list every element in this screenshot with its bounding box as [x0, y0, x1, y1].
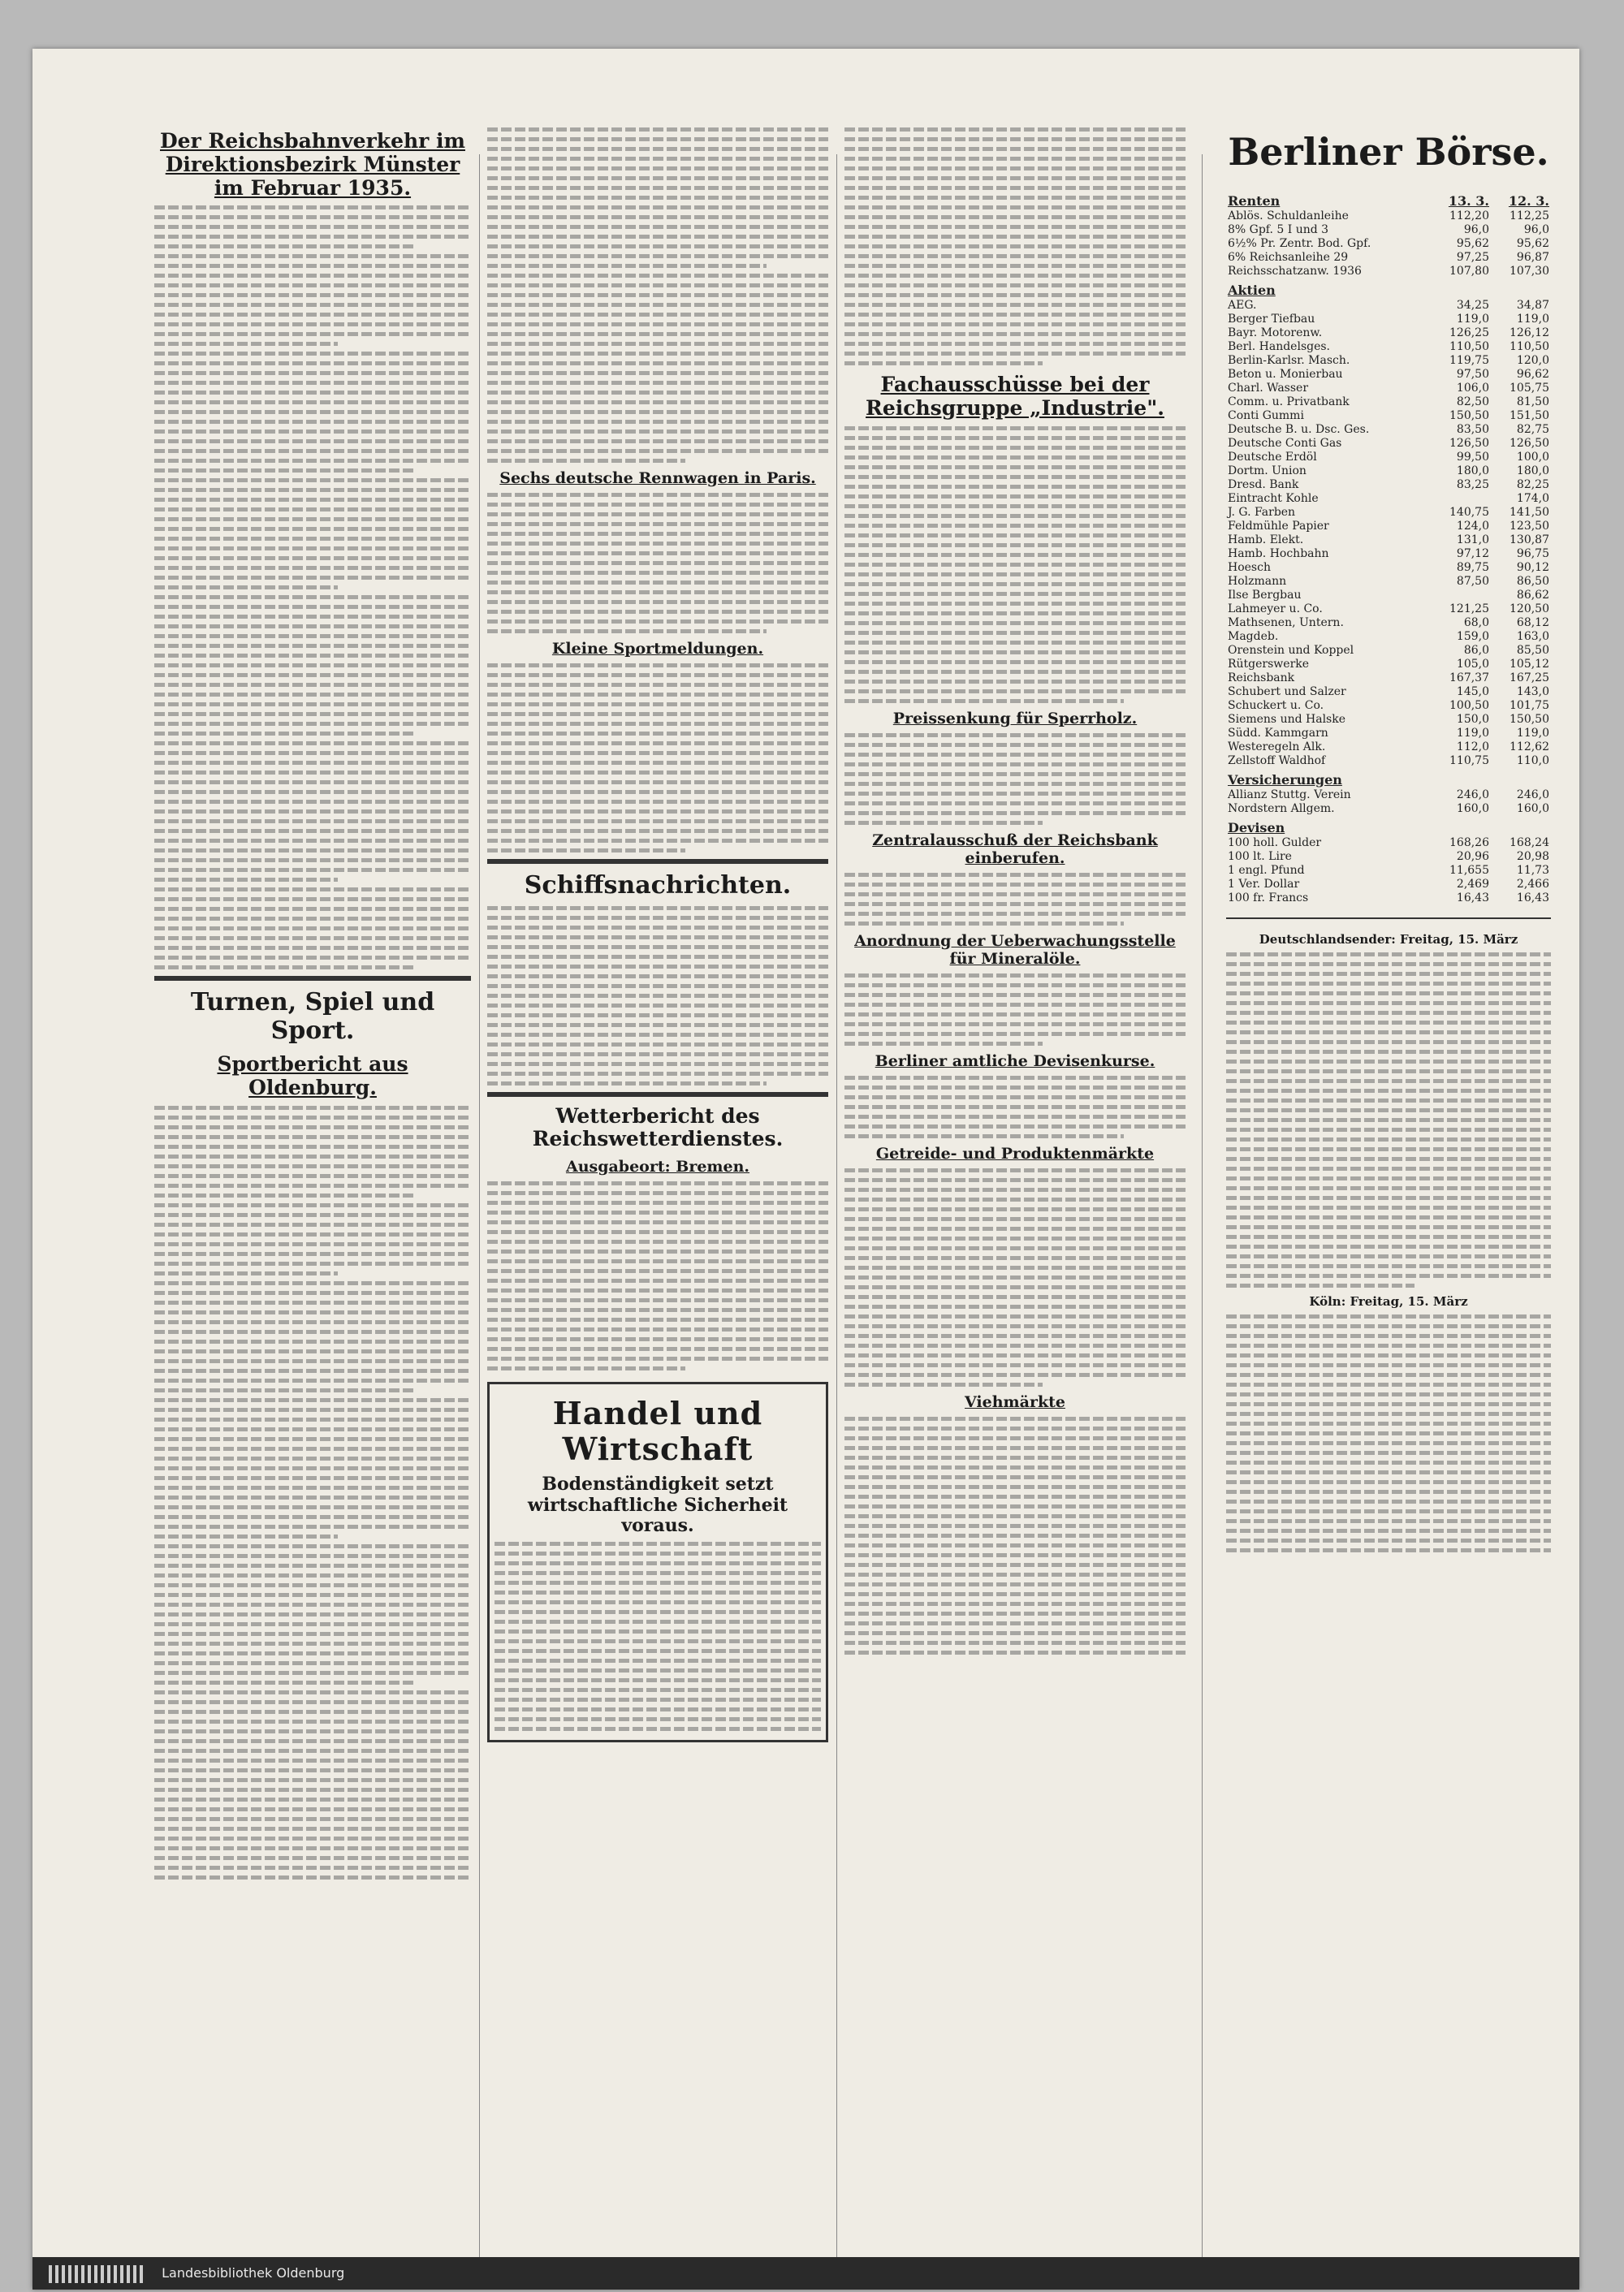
security-name: Conti Gummi: [1228, 408, 1304, 422]
quote-value: 100,0: [1516, 450, 1549, 464]
boerse-row: [1226, 381, 1551, 395]
boerse-row: [1226, 353, 1551, 367]
section-divider: [154, 976, 471, 981]
headline-turnen: Turnen, Spiel und Sport.: [190, 988, 435, 1045]
security-name: 6½% Pr. Zentr. Bod. Gpf.: [1228, 236, 1371, 250]
boerse-row: [1226, 629, 1551, 643]
boerse-row: [1226, 891, 1551, 904]
headline-devisenkurse: Berliner amtliche Devisenkurse.: [875, 1051, 1155, 1070]
security-name: Hoesch: [1228, 560, 1271, 574]
security-name: Feldmühle Papier: [1228, 519, 1329, 533]
boerse-row: [1226, 422, 1551, 436]
quote-value: 168,24: [1510, 835, 1549, 849]
quote-value: 97,50: [1456, 367, 1489, 381]
boerse-row: [1226, 643, 1551, 657]
quote-value: 2,466: [1516, 877, 1549, 891]
boerse-row: [1226, 753, 1551, 767]
section-name: Aktien: [1228, 283, 1276, 298]
boerse-title: Berliner Börse.: [1228, 130, 1549, 174]
quote-value: 101,75: [1510, 698, 1549, 712]
boerse-row: [1226, 477, 1551, 491]
quote-value: 150,0: [1456, 712, 1489, 726]
section-divider: [487, 859, 828, 864]
quote-value: 160,0: [1516, 801, 1549, 815]
quote-value: 105,12: [1510, 657, 1549, 671]
security-name: Eintracht Kohle: [1228, 491, 1319, 505]
quote-value: 110,0: [1516, 753, 1549, 767]
quote-value: 96,75: [1516, 546, 1549, 560]
boerse-row: [1226, 450, 1551, 464]
quote-value: 119,0: [1516, 726, 1549, 740]
quote-value: 96,62: [1516, 367, 1549, 381]
security-name: Reichsbank: [1228, 671, 1295, 684]
article-body: [487, 1181, 828, 1370]
column-rule: [479, 154, 480, 2265]
headline-getreide: Getreide- und Produktenmärkte: [875, 1144, 1155, 1163]
article-body: [844, 426, 1186, 703]
boerse-row: [1226, 740, 1551, 753]
security-name: Dortm. Union: [1228, 464, 1307, 477]
quote-value: 68,12: [1516, 615, 1549, 629]
quote-value: [1431, 588, 1491, 602]
quote-value: [1431, 491, 1491, 505]
quote-value: 126,50: [1510, 436, 1549, 450]
quote-value: 120,50: [1510, 602, 1549, 615]
boerse-row: [1226, 712, 1551, 726]
security-name: Allianz Stuttg. Verein: [1228, 788, 1351, 801]
boerse-row: [1226, 464, 1551, 477]
quote-value: 123,50: [1510, 519, 1549, 533]
boerse-row: [1226, 684, 1551, 698]
quote-value: 130,87: [1510, 533, 1549, 546]
radio-program: [1226, 1314, 1551, 1552]
security-name: Ilse Bergbau: [1228, 588, 1302, 602]
radio-heading-2: Köln: Freitag, 15. März: [1309, 1294, 1468, 1309]
radio-program: [1226, 952, 1551, 1288]
quote-value: 124,0: [1456, 519, 1489, 533]
library-footer: [32, 2257, 1579, 2290]
security-name: Comm. u. Privatbank: [1228, 395, 1350, 408]
security-name: 1 engl. Pfund: [1228, 863, 1305, 877]
quote-value: 246,0: [1516, 788, 1549, 801]
boerse-row: [1226, 698, 1551, 712]
quote-value: 16,43: [1516, 891, 1549, 904]
security-name: 8% Gpf. 5 I und 3: [1228, 222, 1329, 236]
article-body: [487, 127, 828, 463]
quote-value: 107,80: [1449, 264, 1489, 278]
security-name: Dresd. Bank: [1228, 477, 1299, 491]
column-4-boerse: [1226, 122, 1551, 2273]
quote-value: 174,0: [1516, 491, 1549, 505]
quote-value: 163,0: [1516, 629, 1549, 643]
quote-value: 112,0: [1456, 740, 1489, 753]
boerse-row: [1226, 339, 1551, 353]
boerse-row: [1226, 491, 1551, 505]
security-name: Schuckert u. Co.: [1228, 698, 1324, 712]
quote-value: 112,62: [1510, 740, 1549, 753]
headline-handel: Handel und Wirtschaft: [552, 1395, 763, 1467]
quote-value: 83,50: [1456, 422, 1489, 436]
quote-value: 86,50: [1516, 574, 1549, 588]
security-name: Südd. Kammgarn: [1228, 726, 1328, 740]
quote-value: 110,75: [1449, 753, 1489, 767]
quote-value: 20,96: [1456, 849, 1489, 863]
quote-value: 112,25: [1510, 209, 1549, 222]
boerse-row: [1226, 533, 1551, 546]
section-name: Renten: [1228, 193, 1281, 209]
security-name: Ablös. Schuldanleihe: [1228, 209, 1349, 222]
article-body: [154, 205, 471, 969]
article-body: [844, 873, 1186, 926]
boerse-row: [1226, 298, 1551, 312]
quote-value: 86,62: [1516, 588, 1549, 602]
quote-value: 89,75: [1456, 560, 1489, 574]
quote-value: 95,62: [1456, 236, 1489, 250]
quote-value: 87,50: [1456, 574, 1489, 588]
radio-heading-1: Deutschlandsender: Freitag, 15. März: [1259, 932, 1518, 947]
boerse-row: [1226, 788, 1551, 801]
quote-value: 82,50: [1456, 395, 1489, 408]
boerse-row: [1226, 367, 1551, 381]
security-name: Deutsche Conti Gas: [1228, 436, 1342, 450]
security-name: AEG.: [1228, 298, 1257, 312]
quote-value: 119,0: [1456, 726, 1489, 740]
security-name: Beton u. Monierbau: [1228, 367, 1343, 381]
article-body: [154, 1106, 471, 1880]
quote-value: 119,0: [1516, 312, 1549, 326]
security-name: Mathsenen, Untern.: [1228, 615, 1344, 629]
quote-value: 151,50: [1510, 408, 1549, 422]
quote-value: 100,50: [1449, 698, 1489, 712]
boerse-row: [1226, 560, 1551, 574]
quote-value: 20,98: [1516, 849, 1549, 863]
quote-value: 34,25: [1456, 298, 1489, 312]
quote-value: 82,75: [1516, 422, 1549, 436]
quote-value: 99,50: [1456, 450, 1489, 464]
quote-value: 159,0: [1456, 629, 1489, 643]
security-name: 100 lt. Lire: [1228, 849, 1292, 863]
security-name: Siemens und Halske: [1228, 712, 1345, 726]
security-name: Magdeb.: [1228, 629, 1279, 643]
security-name: Reichsschatzanw. 1936: [1228, 264, 1362, 278]
quote-value: 110,50: [1449, 339, 1489, 353]
quote-value: 83,25: [1456, 477, 1489, 491]
headline-ausgabeort: Ausgabeort: Bremen.: [565, 1158, 750, 1176]
security-name: 1 Ver. Dollar: [1228, 877, 1300, 891]
article-body: [487, 493, 828, 633]
quote-value: 105,75: [1510, 381, 1549, 395]
quote-value: 140,75: [1449, 505, 1489, 519]
column-2: [487, 122, 828, 2273]
security-name: Schubert und Salzer: [1228, 684, 1346, 698]
quote-value: 246,0: [1456, 788, 1489, 801]
quote-value: 121,25: [1449, 602, 1489, 615]
quote-value: 97,25: [1456, 250, 1489, 264]
quote-value: 119,75: [1449, 353, 1489, 367]
section-divider: [1226, 917, 1551, 919]
quote-value: 11,73: [1516, 863, 1549, 877]
quote-value: 180,0: [1456, 464, 1489, 477]
security-name: Deutsche B. u. Dsc. Ges.: [1228, 422, 1370, 436]
headline-schiff: Schiffsnachrichten.: [524, 871, 792, 900]
headline-zentralausschuss: Zentralausschuß der Reichsbank einberufen.: [872, 831, 1158, 867]
security-name: Hamb. Elekt.: [1228, 533, 1304, 546]
quote-value: 90,12: [1516, 560, 1549, 574]
boerse-table: [1226, 188, 1551, 904]
quote-value: 96,0: [1523, 222, 1549, 236]
quote-value: 107,30: [1510, 264, 1549, 278]
quote-value: 105,0: [1456, 657, 1489, 671]
library-name: Landesbibliothek Oldenburg: [162, 2265, 345, 2281]
quote-value: 81,50: [1516, 395, 1549, 408]
security-name: Berlin-Karlsr. Masch.: [1228, 353, 1350, 367]
boerse-row: [1226, 863, 1551, 877]
boerse-row: [1226, 602, 1551, 615]
quote-value: 126,12: [1510, 326, 1549, 339]
headline-bodenstaendig: Bodenständigkeit setzt wirtschaftliche Sicherheit voraus.: [527, 1474, 788, 1536]
quote-value: 150,50: [1449, 408, 1489, 422]
column-rule: [1202, 154, 1203, 2265]
headline-reichsbahn: Der Reichsbahnverkehr im Direktionsbezirk Münster im Februar 1935.: [160, 129, 465, 200]
headline-fachausschuesse: Fachausschüsse bei der Reichsgruppe „Industrie".: [866, 373, 1164, 420]
boerse-row: [1226, 436, 1551, 450]
quote-value: 112,20: [1449, 209, 1489, 222]
quote-value: 85,50: [1516, 643, 1549, 657]
quote-value: 126,25: [1449, 326, 1489, 339]
article-body: [487, 663, 828, 852]
boerse-row: [1226, 236, 1551, 250]
quote-value: 145,0: [1456, 684, 1489, 698]
security-name: 6% Reichsanleihe 29: [1228, 250, 1349, 264]
article-body: [844, 973, 1186, 1046]
security-name: Lahmeyer u. Co.: [1228, 602, 1323, 615]
section-name: Versicherungen: [1228, 772, 1342, 788]
section-name: Devisen: [1228, 820, 1285, 835]
security-name: Charl. Wasser: [1228, 381, 1309, 395]
boerse-row: [1226, 264, 1551, 278]
headline-anordnung: Anordnung der Ueberwachungsstelle für Mineralöle.: [854, 931, 1176, 968]
quote-value: 167,25: [1510, 671, 1549, 684]
newspaper-page: [32, 49, 1579, 2290]
security-name: Orenstein und Koppel: [1228, 643, 1354, 657]
column-1: [154, 122, 471, 2273]
quote-value: 110,50: [1510, 339, 1549, 353]
section-divider: [487, 1092, 828, 1097]
boerse-row: [1226, 801, 1551, 815]
article-body: [490, 1542, 826, 1731]
security-name: Berger Tiefbau: [1228, 312, 1315, 326]
quote-value: 119,0: [1456, 312, 1489, 326]
boerse-row: [1226, 222, 1551, 236]
quote-value: 106,0: [1456, 381, 1489, 395]
boerse-row: [1226, 657, 1551, 671]
quote-value: 95,62: [1516, 236, 1549, 250]
article-body: [487, 906, 828, 1086]
quote-value: 126,50: [1449, 436, 1489, 450]
headline-wetter: Wetterbericht des Reichswetterdienstes.: [532, 1103, 784, 1151]
quote-value: 96,0: [1463, 222, 1489, 236]
quote-value: 150,50: [1510, 712, 1549, 726]
library-logo-icon: [49, 2265, 146, 2283]
boerse-row: [1226, 671, 1551, 684]
boerse-row: [1226, 519, 1551, 533]
column-3: [844, 122, 1186, 2273]
quote-value: 97,12: [1456, 546, 1489, 560]
security-name: Westeregeln Alk.: [1228, 740, 1326, 753]
quote-value: 82,25: [1516, 477, 1549, 491]
security-name: Berl. Handelsges.: [1228, 339, 1331, 353]
boerse-section-header: [1226, 278, 1551, 298]
security-name: Bayr. Motorenw.: [1228, 326, 1323, 339]
boerse-row: [1226, 615, 1551, 629]
quote-value: 131,0: [1456, 533, 1489, 546]
boerse-row: [1226, 408, 1551, 422]
security-name: Hamb. Hochbahn: [1228, 546, 1329, 560]
quote-value: 168,26: [1449, 835, 1489, 849]
security-name: 100 fr. Francs: [1228, 891, 1309, 904]
security-name: Deutsche Erdöl: [1228, 450, 1317, 464]
boerse-row: [1226, 849, 1551, 863]
quote-value: 160,0: [1456, 801, 1489, 815]
security-name: Rütgerswerke: [1228, 657, 1310, 671]
date-header: 12. 3.: [1508, 193, 1549, 209]
handel-section: [487, 1382, 828, 1742]
headline-rennwagen: Sechs deutsche Rennwagen in Paris.: [499, 469, 816, 487]
boerse-section-header: [1226, 815, 1551, 835]
quote-value: 68,0: [1463, 615, 1489, 629]
security-name: 100 holl. Gulder: [1228, 835, 1322, 849]
boerse-row: [1226, 546, 1551, 560]
boerse-row: [1226, 588, 1551, 602]
quote-value: 34,87: [1516, 298, 1549, 312]
quote-value: 180,0: [1516, 464, 1549, 477]
security-name: Holzmann: [1228, 574, 1287, 588]
article-body: [844, 1417, 1186, 1655]
boerse-row: [1226, 877, 1551, 891]
boerse-row: [1226, 312, 1551, 326]
quote-value: 16,43: [1456, 891, 1489, 904]
date-header: 13. 3.: [1448, 193, 1489, 209]
article-body: [844, 733, 1186, 825]
boerse-row: [1226, 250, 1551, 264]
article-body: [844, 127, 1186, 365]
quote-value: 143,0: [1516, 684, 1549, 698]
quote-value: 167,37: [1449, 671, 1489, 684]
boerse-section-header: [1226, 767, 1551, 788]
boerse-row: [1226, 505, 1551, 519]
boerse-row: [1226, 326, 1551, 339]
boerse-row: [1226, 209, 1551, 222]
headline-viehmaerkte: Viehmärkte: [965, 1392, 1065, 1411]
security-name: Nordstern Allgem.: [1228, 801, 1335, 815]
headline-preissenkung: Preissenkung für Sperrholz.: [892, 709, 1138, 727]
article-body: [844, 1076, 1186, 1138]
quote-value: 2,469: [1456, 877, 1489, 891]
quote-value: 86,0: [1463, 643, 1489, 657]
quote-value: 96,87: [1516, 250, 1549, 264]
quote-value: 11,655: [1449, 863, 1489, 877]
security-name: Zellstoff Waldhof: [1228, 753, 1326, 767]
boerse-row: [1226, 574, 1551, 588]
boerse-section-header: [1226, 188, 1551, 209]
headline-sportbericht: Sportbericht aus Oldenburg.: [217, 1052, 408, 1099]
headline-kleine: Kleine Sportmeldungen.: [551, 640, 764, 658]
boerse-row: [1226, 726, 1551, 740]
boerse-row: [1226, 835, 1551, 849]
security-name: J. G. Farben: [1228, 505, 1296, 519]
quote-value: 141,50: [1510, 505, 1549, 519]
quote-value: 120,0: [1516, 353, 1549, 367]
boerse-row: [1226, 395, 1551, 408]
column-rule: [836, 154, 837, 2265]
article-body: [844, 1168, 1186, 1387]
